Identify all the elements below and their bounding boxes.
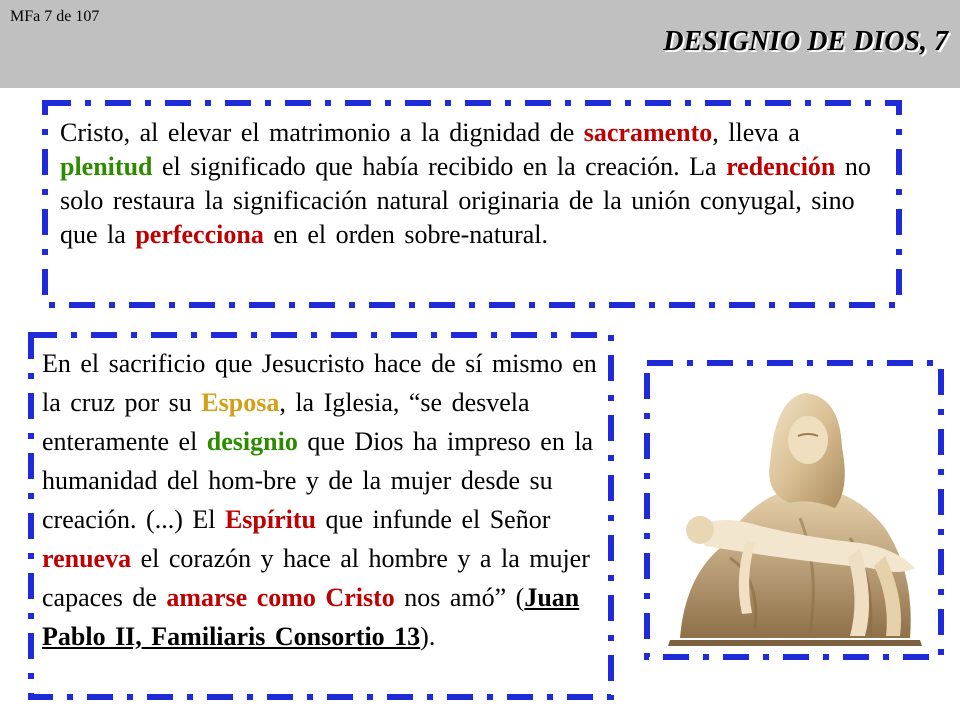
citation-reference: Juan Pablo II, Familiaris Consortio 13	[42, 583, 580, 651]
slide-title: DESIGNIO DE DIOS, 7	[663, 26, 948, 57]
keyword-designio: designio	[206, 427, 298, 456]
keyword-renueva: renueva	[42, 544, 132, 573]
slide-header	[0, 0, 960, 88]
keyword-sacramento: sacramento	[583, 118, 713, 147]
paragraph-redemption: Cristo, al elevar el matrimonio a la dignidad de sacramento, lleva a plenitud el significado que había recibido en la creación. La redención no solo restaura la significación natural originaria de la unión conyugal, sino que la perfecciona en el orden sobre-natural.	[60, 118, 871, 249]
paragraph-familiaris-consortio: En el sacrificio que Jesucristo hace de sí mismo en la cruz por su Esposa, la Iglesia, “se desvela enteramente el designio que Dios ha impreso en la humanidad del hom-bre y de la mujer desde su creación. (...) El Espíritu que infunde el Señor renueva el corazón y hace al hombre y a la mujer capaces de amarse como Cristo nos amó” (Juan Pablo II, Familiaris Consortio 13).	[42, 349, 597, 651]
keyword-amarse-como-cristo: amarse como Cristo	[166, 583, 395, 612]
pieta-image	[660, 378, 930, 648]
keyword-perfecciona: perfecciona	[135, 220, 264, 249]
keyword-plenitud: plenitud	[60, 152, 153, 181]
pieta-sculpture-illustration	[660, 378, 930, 648]
slide-counter: MFa 7 de 107	[10, 8, 100, 25]
keyword-espiritu: Espíritu	[224, 505, 316, 534]
keyword-esposa: Esposa	[201, 388, 280, 417]
keyword-redencion: redención	[726, 152, 836, 181]
